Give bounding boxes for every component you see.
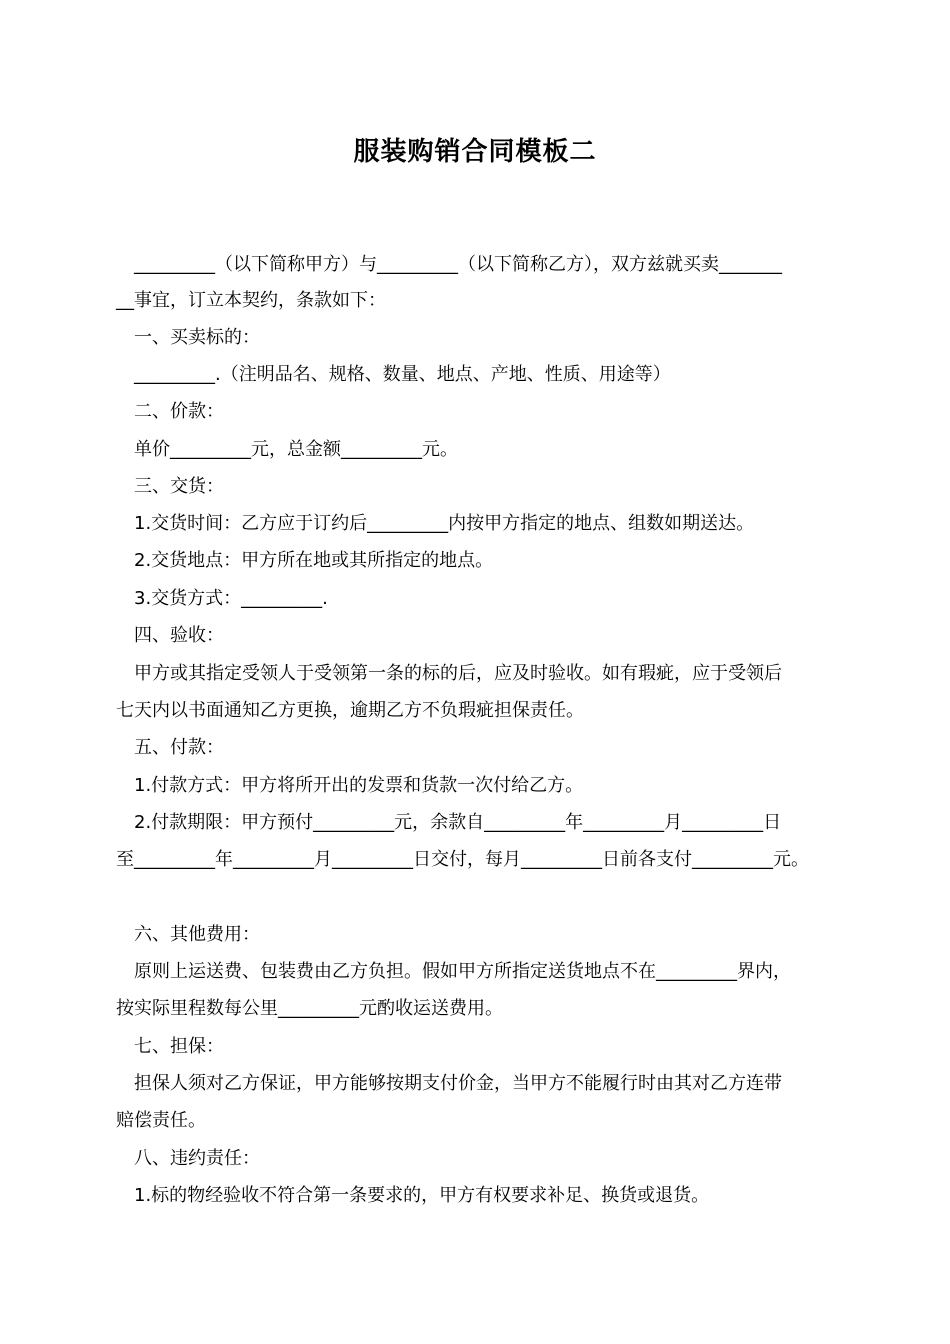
paragraph-line: 1.付款方式：甲方将所开出的发票和货款一次付给乙方。 <box>134 775 584 796</box>
section-heading: 三、交货： <box>134 476 224 497</box>
paragraph-line: 七天内以书面通知乙方更换，逾期乙方不负瑕疵担保责任。 <box>116 700 584 721</box>
section-heading: 六、其他费用： <box>134 924 260 945</box>
paragraph-line: 至_________年_________月_________日交付，每月_________日前各支付_________元。 <box>116 849 809 870</box>
section-heading: 四、验收： <box>134 625 224 646</box>
section-heading: 八、违约责任： <box>134 1148 260 1169</box>
paragraph-line: 2.付款期限：甲方预付_________元，余款自_________年_________月_________日 <box>134 812 782 833</box>
paragraph-line: 原则上运送费、包装费由乙方负担。假如甲方所指定送货地点不在_________界内， <box>134 961 791 982</box>
paragraph-line: 甲方或其指定受领人于受领第一条的标的后，应及时验收。如有瑕疵，应于受领后 <box>134 663 782 684</box>
section-heading: 二、价款： <box>134 401 224 422</box>
paragraph-line: 1.标的物经验收不符合第一条要求的，甲方有权要求补足、换货或退货。 <box>134 1185 710 1206</box>
paragraph-line: 担保人须对乙方保证，甲方能够按期支付价金，当甲方不能履行时由其对乙方连带 <box>134 1073 782 1094</box>
paragraph-line: __事宜，订立本契约，条款如下： <box>116 290 386 311</box>
paragraph-line: _________（以下简称甲方）与_________（以下简称乙方），双方兹就买卖_______ <box>134 254 782 275</box>
paragraph-line: 1.交货时间：乙方应于订约后_________内按甲方指定的地点、组数如期送达。 <box>134 513 755 534</box>
paragraph-line: 3.交货方式：_________. <box>134 588 328 609</box>
paragraph-line: 2.交货地点：甲方所在地或其所指定的地点。 <box>134 550 494 571</box>
paragraph-line: 按实际里程数每公里_________元酌收运送费用。 <box>116 998 503 1019</box>
section-heading: 五、付款： <box>134 737 224 758</box>
paragraph-line: 单价_________元，总金额_________元。 <box>134 439 458 460</box>
section-heading: 一、买卖标的： <box>134 327 260 348</box>
paragraph-line: 赔偿责任。 <box>116 1110 206 1131</box>
document-title: 服装购销合同模板二 <box>353 137 597 167</box>
section-heading: 七、担保： <box>134 1036 224 1057</box>
paragraph-line: _________.（注明品名、规格、数量、地点、产地、性质、用途等） <box>134 364 671 385</box>
